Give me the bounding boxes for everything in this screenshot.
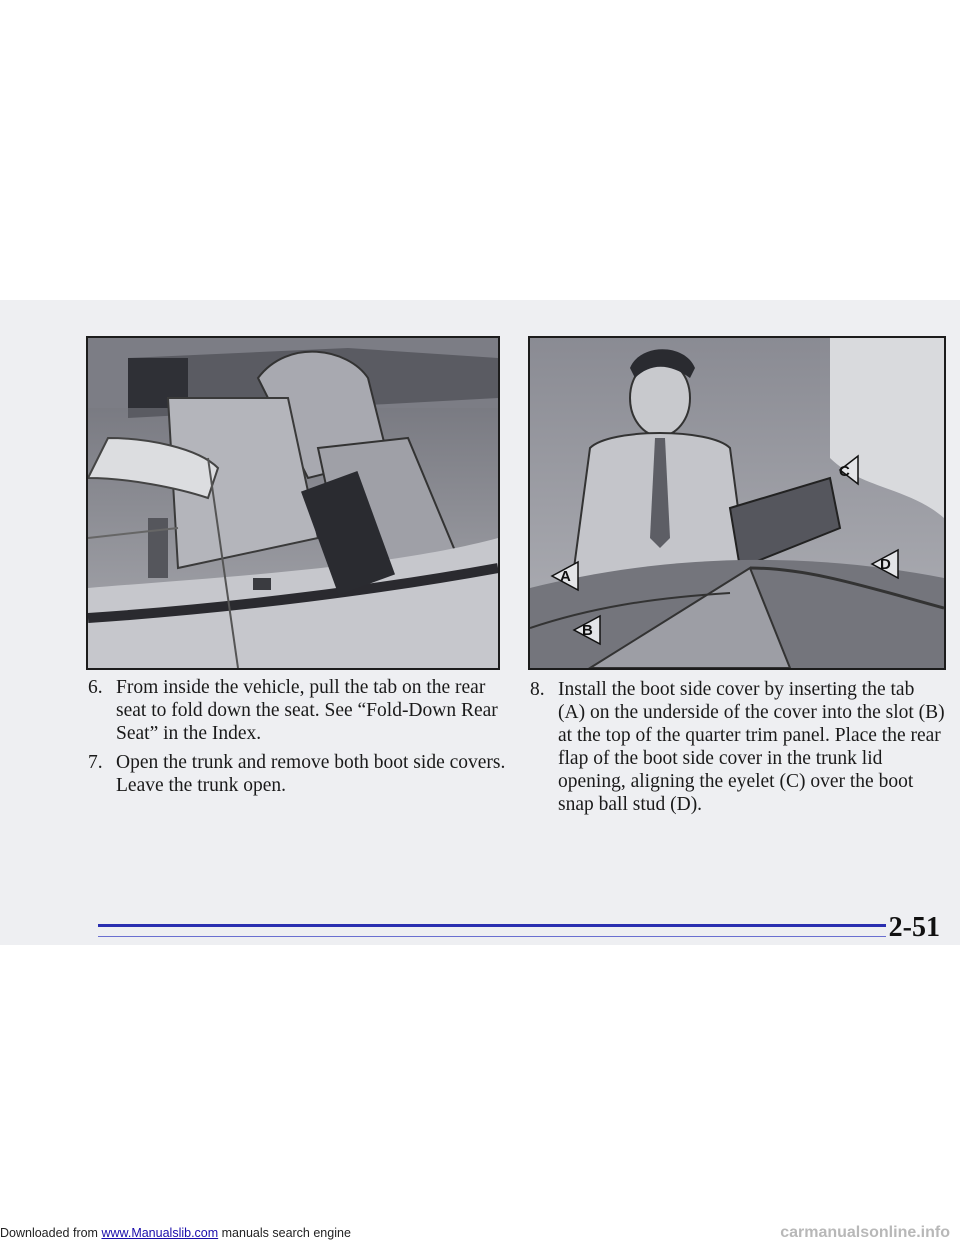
page-footer-rule: [0, 912, 960, 942]
boot-cover-install-illustration: [528, 336, 946, 670]
step-6: [88, 676, 508, 745]
footer-suffix: manuals search engine: [218, 1226, 351, 1240]
step-text: Install the boot side cover by inserting the tab (A) on the underside of the cover into the slot (B) at the top of the quarter trim panel. Place the rear flap of the boot side cover in the trunk lid opening, aligning the eyelet (C) over the boot snap ball stud (D).: [558, 679, 945, 815]
rule-line-thick: [98, 924, 886, 927]
step-number: 8.: [530, 679, 545, 700]
step-number: 6.: [88, 677, 103, 698]
rule-line-thin: [98, 936, 886, 937]
callout-b-label: B: [582, 622, 593, 639]
footer-prefix: Downloaded from: [0, 1226, 102, 1240]
step-number: 7.: [88, 752, 103, 773]
step-text: Open the trunk and remove both boot side covers. Leave the trunk open.: [116, 752, 506, 796]
callout-d-label: D: [880, 556, 891, 573]
download-footer: [0, 1226, 351, 1240]
manualslib-link[interactable]: www.Manualslib.com: [101, 1226, 219, 1240]
step-text: From inside the vehicle, pull the tab on the rear seat to fold down the seat. See “Fold-Down Rear Seat” in the Index.: [116, 677, 498, 744]
page-number: 2-51: [888, 912, 940, 943]
watermark: carmanualsonline.info: [780, 1224, 950, 1241]
step-8: [530, 678, 945, 816]
callout-c-label: C: [839, 463, 850, 480]
callout-a-label: A: [560, 568, 571, 585]
rear-seat-illustration: [86, 336, 500, 670]
step-7: [88, 751, 508, 797]
